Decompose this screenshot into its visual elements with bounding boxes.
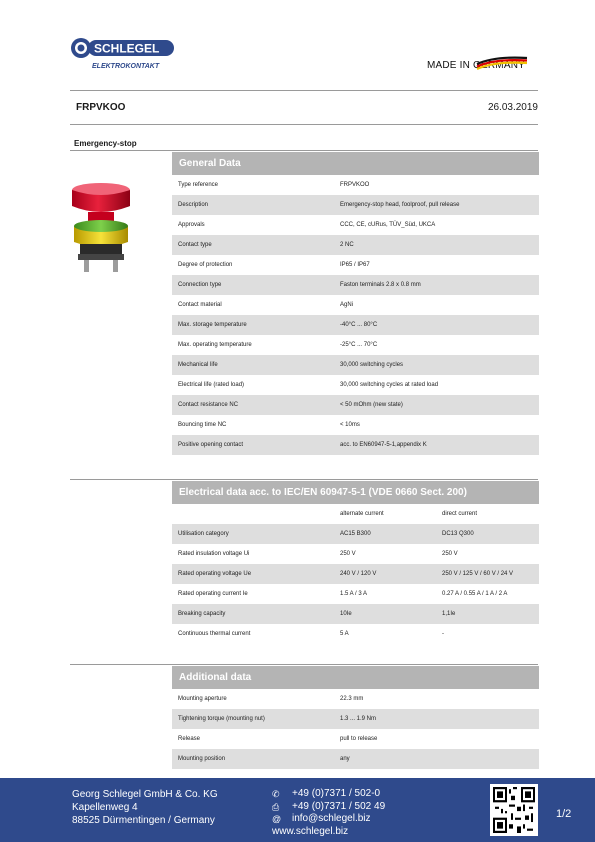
table-row: Electrical life (rated load) 30,000 switching cycles at rated load <box>172 375 539 395</box>
additional-data-heading: Additional data <box>172 666 539 689</box>
table-header-row: alternate current direct current <box>172 504 539 524</box>
product-category: Emergency-stop <box>74 139 137 148</box>
table-row: Approvals CCC, CE, cURus, TÜV_Süd, UKCA <box>172 215 539 235</box>
table-row: Breaking capacity 10Ie 1,1Ie <box>172 604 539 624</box>
table-row: Mechanical life 30,000 switching cycles <box>172 355 539 375</box>
made-in-label: MADE IN GERMANY <box>427 60 525 71</box>
table-row: Description Emergency-stop head, foolproof, pull release <box>172 195 539 215</box>
table-row: Contact resistance NC < 50 mOhm (new state) <box>172 395 539 415</box>
website-link[interactable]: www.schlegel.biz <box>272 825 349 837</box>
table-row: Type reference FRPVKOO <box>172 175 539 195</box>
table-row: Mounting aperture 22.3 mm <box>172 689 539 709</box>
product-photo <box>66 180 136 276</box>
general-section-divider <box>70 150 538 151</box>
company-city: 88525 Dürmentingen / Germany <box>72 815 215 826</box>
additional-section-divider <box>70 664 538 665</box>
qr-code <box>490 784 538 836</box>
table-row: Tightening torque (mounting nut) 1.3 ... 1.9 Nm <box>172 709 539 729</box>
table-row: Degree of protection IP65 / IP67 <box>172 255 539 275</box>
additional-data-table <box>172 689 539 769</box>
company-street: Kapellenweg 4 <box>72 802 138 813</box>
phone-number[interactable]: +49 (0)7371 / 502-0 <box>292 788 381 799</box>
company-address <box>72 788 218 827</box>
svg-text:ELEKTROKONTAKT: ELEKTROKONTAKT <box>92 63 160 70</box>
title-divider <box>70 124 538 125</box>
electrical-data-heading: Electrical data acc. to IEC/EN 60947-5-1 (VDE 0660 Sect. 200) <box>172 481 539 504</box>
phone-icon: ✆ <box>272 789 280 799</box>
email-icon: @ <box>272 814 282 824</box>
table-row: Positive opening contact acc. to EN60947-5-1,appendix K <box>172 435 539 455</box>
table-row: Release pull to release <box>172 729 539 749</box>
document-date: 26.03.2019 <box>487 102 538 113</box>
table-row: Max. storage temperature -40°C ... 80°C <box>172 315 539 335</box>
table-row: Connection type Faston terminals 2.8 x 0.8 mm <box>172 275 539 295</box>
company-name: Georg Schlegel GmbH & Co. KG <box>72 789 218 800</box>
fax-number: +49 (0)7371 / 502 49 <box>292 800 386 812</box>
table-row: Rated operating current Ie 1.5 A / 3 A 0.27 A / 0.55 A / 1 A / 2 A <box>172 584 539 604</box>
company-contact <box>272 788 385 838</box>
table-row: Max. operating temperature -25°C ... 70°C <box>172 335 539 355</box>
table-row: Contact type 2 NC <box>172 235 539 255</box>
electrical-section-divider <box>70 479 538 480</box>
german-flag-swoosh <box>475 54 529 72</box>
fax-icon: ⎙ <box>272 801 280 812</box>
electrical-data-table <box>172 504 539 644</box>
general-data-heading: General Data <box>172 152 539 175</box>
table-row: Utilisation category AC15 B300 DC13 Q300 <box>172 524 539 544</box>
schlegel-logo <box>70 36 180 72</box>
table-row: Bouncing time NC < 10ms <box>172 415 539 435</box>
page-number: 1/2 <box>556 808 572 820</box>
table-row: Contact material AgNi <box>172 295 539 315</box>
table-row: Mounting position any <box>172 749 539 769</box>
document-title: FRPVKOO <box>76 102 126 113</box>
general-data-table <box>172 175 539 455</box>
email-link[interactable]: info@schlegel.biz <box>292 813 371 824</box>
table-row: Rated operating voltage Ue 240 V / 120 V 250 V / 125 V / 60 V / 24 V <box>172 564 539 584</box>
table-row: Continuous thermal current 5 A - <box>172 624 539 644</box>
svg-text:SCHLEGEL: SCHLEGEL <box>94 41 160 56</box>
header-divider <box>70 90 538 91</box>
footer <box>0 778 595 842</box>
table-row: Rated insulation voltage Ui 250 V 250 V <box>172 544 539 564</box>
